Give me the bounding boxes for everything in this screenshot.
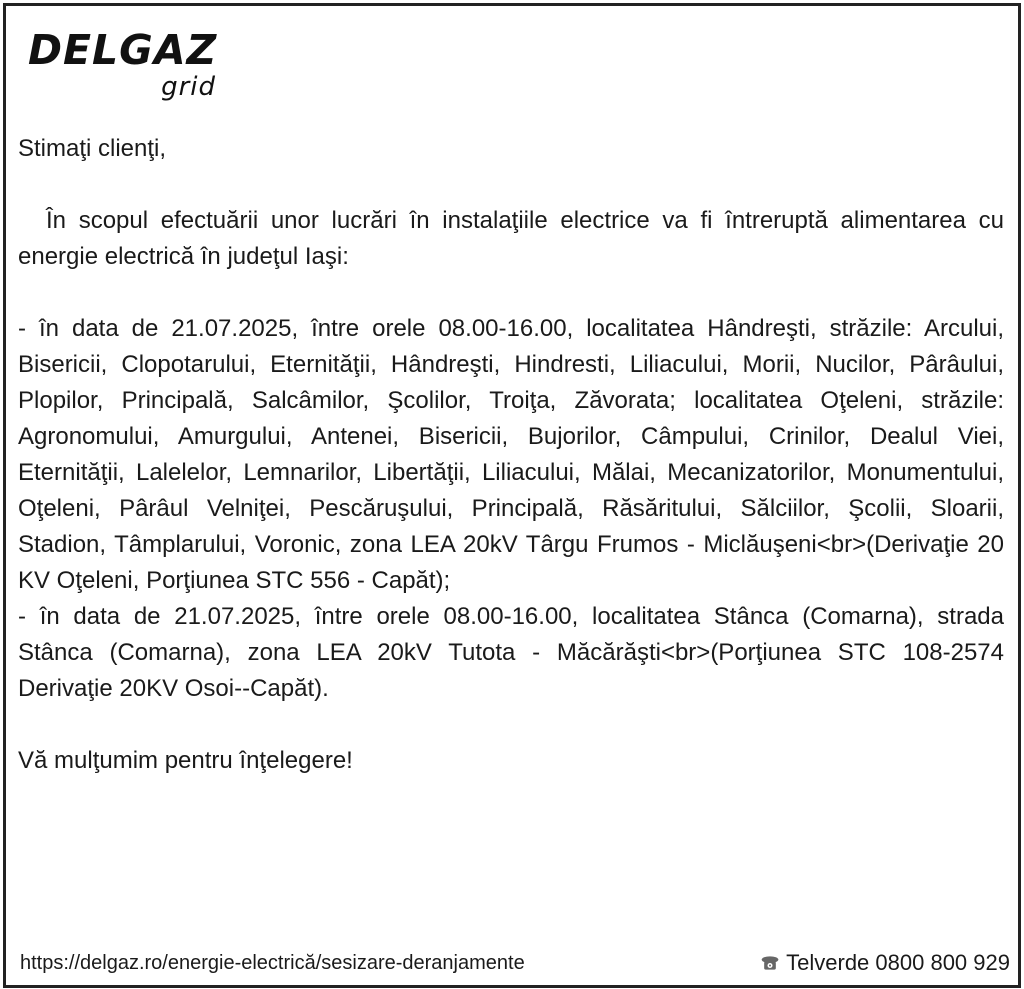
phone-text: Telverde 0800 800 929 [786,950,1010,975]
intro-paragraph: În scopul efectuării unor lucrări în instalaţiile electrice va fi întreruptă alimentarea cu energie electrică în judeţul Iaşi: [18,207,1004,270]
outage-item: - în data de 21.07.2025, între orele 08.00-16.00, localitatea Stânca (Comarna), strada Stânca (Comarna), zona LEA 20kV Tutota - Măcărăşti<br>(Porţiunea STC 108-2574 Derivaţie 20KV Osoi--Capăt). [18,603,1004,702]
thanks: Vă mulţumim pentru înţelegere! [18,747,353,774]
footer-url[interactable]: https://delgaz.ro/energie-electrică/sesizare-deranjamente [20,952,525,974]
outage-item: - în data de 21.07.2025, între orele 08.00-16.00, localitatea Hândreşti, străzile: Arcului, Bisericii, Clopotarului, Eternităţii, Hândreşti, Hindresti, Liliacului, Morii, Nucilor, Pârâului, Plopilor, Principală, Salcâmilor, Şcolilor, Troiţa, Zăvorata; localitatea Oţeleni, străzile: Agronomului, Amurgului, Antenei, Bisericii, Bujorilor, Câmpului, Crinilor, Dealul Viei, Eternităţii, Lalelelor, Lemnarilor, Libertăţii, Liliacului, Mălai, Mecanizatorilor, Monumentului, Oţeleni, Pârâul Velniţei, Pescăruşului, Principală, Răsăritului, Sălciilor, Şcolii, Sloarii, Stadion, Tâmplarului, Voronic, zona LEA 20kV Târgu Frumos - Miclăuşeni<br>(Derivaţie 20 KV Oţeleni, Porţiunea STC 556 - Capăt); [18,315,1004,594]
notice-body [18,131,1004,779]
greeting: Stimaţi clienţi, [18,135,167,162]
phone-icon [760,953,780,973]
footer-phone [760,950,1010,976]
logo-brand: DELGAZ [28,26,218,74]
logo-sub: grid [161,72,216,102]
delgaz-grid-logo [28,28,228,104]
